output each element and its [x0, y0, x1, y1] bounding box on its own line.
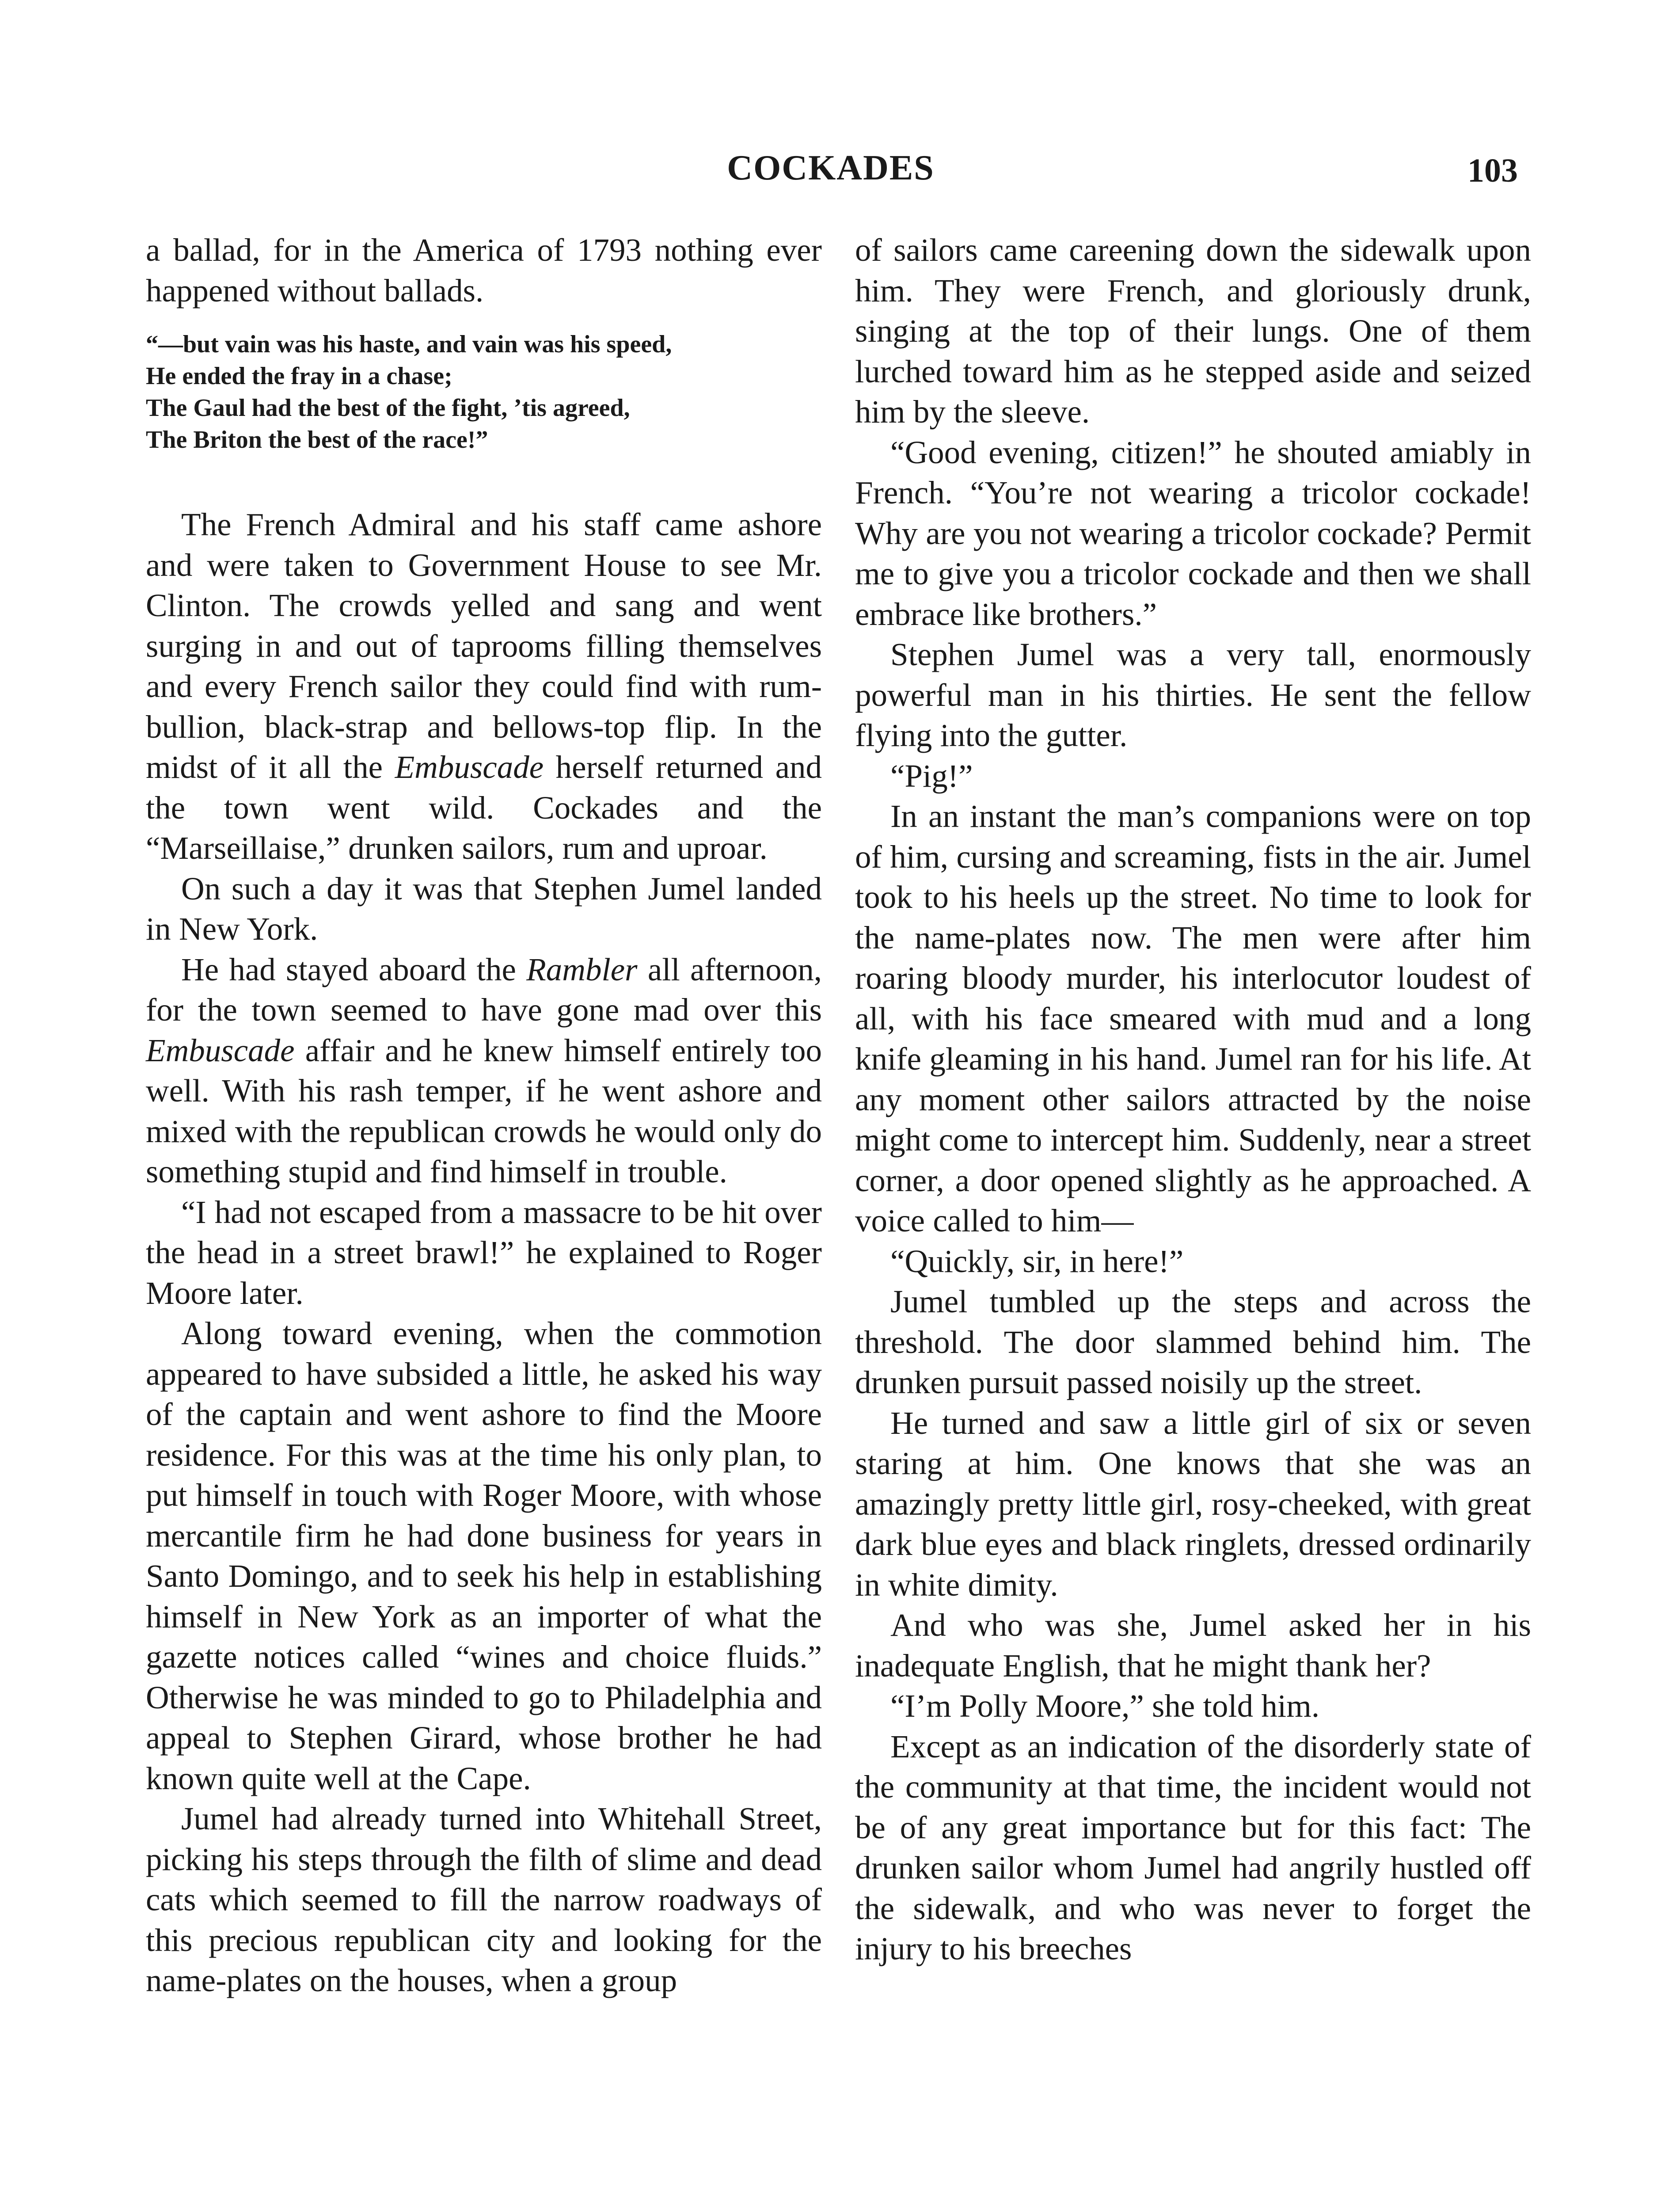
verse-line: The Briton the best of the race!”: [146, 426, 488, 453]
paragraph: “Pig!”: [890, 758, 973, 794]
paragraph: Except as an indication of the disorderly state of the community at that time, the incident would not be of any great importance but for this fact: The drunken sailor whom Jumel had angrily hustled off the sidewalk, and who was never to forget the injury to his breeches: [855, 1728, 1531, 1966]
paragraph: Along toward evening, when the commotion appeared to have subsided a little, he asked his way of the captain and went ashore to find the Moore residence. For this was at the time his only plan, to put himself in touch with Roger Moore, with whose mercantile firm he had done business for years in Santo Domingo, and to seek his help in establishing himself in New York as an importer of what the gazette notices called “wines and choice fluids.” Otherwise he was minded to go to Philadelphia and appeal to Stephen Girard, whose brother he had known quite well at the Cape.: [146, 1315, 822, 1796]
text-run: all afternoon, for the town seemed to have gone mad over this: [146, 951, 822, 1028]
text-run: affair and he knew himself entirely too well. With his rash temper, if he went ashore and mixed with the republican crowds he would only do something stupid and find himself in trouble.: [146, 1032, 822, 1189]
paragraph: “Good evening, citizen!” he shouted amiably in French. “You’re not wearing a tricolor cockade! Why are you not wearing a tricolor cockade? Permit me to give you a tricolor cockade and then we shall embrace like brothers.”: [855, 434, 1531, 632]
text-run: The French Admiral and his staff came ashore and were taken to Government House to see Mr. Clinton. The crowds yelled and sang and went surging in and out of taprooms filling themselves and every French sailor they could find with rum-bullion, black-strap and bellows-top flip. In the midst of it all the: [146, 507, 822, 785]
paragraph: Jumel tumbled up the steps and across the threshold. The door slammed behind him. The drunken pursuit passed noisily up the street.: [855, 1284, 1531, 1400]
ballad-verse: [146, 328, 822, 456]
text-run: herself returned and the town went wild. Cockades and the “Marseillaise,” drunken sailors, rum and uproar.: [146, 749, 822, 866]
paragraph: “I’m Polly Moore,” she told him.: [890, 1688, 1320, 1724]
right-column: [855, 230, 1531, 1969]
paragraph: [146, 949, 822, 1192]
paragraph: of sailors came careening down the sidewalk upon him. They were French, and gloriously drunk, singing at the top of their lungs. One of them lurched toward him as he stepped aside and seized him by the sleeve.: [855, 232, 1531, 430]
verse-line: He ended the fray in a chase;: [146, 362, 452, 390]
paragraph: He turned and saw a little girl of six or seven staring at him. One knows that she was an amazingly pretty little girl, rosy-cheeked, with great dark blue eyes and black ringlets, dressed ordinarily in white dimity.: [855, 1405, 1531, 1603]
paragraph: Jumel had already turned into Whitehall Street, picking his steps through the filth of slime and dead cats which seemed to fill the narrow roadways of this precious republican city and looking for the name-plates on the houses, when a group: [146, 1801, 822, 1998]
paragraph: “Quickly, sir, in here!”: [890, 1243, 1184, 1279]
running-title: COCKADES: [727, 149, 935, 187]
paragraph: Stephen Jumel was a very tall, enormously powerful man in his thirties. He sent the fellow flying into the gutter.: [855, 636, 1531, 753]
page-number: 103: [1467, 152, 1518, 189]
paragraph: “I had not escaped from a massacre to be hit over the head in a street brawl!” he explained to Roger Moore later.: [146, 1194, 822, 1311]
ship-name: Embuscade: [395, 749, 544, 785]
verse-line: “—but vain was his haste, and vain was his speed,: [146, 331, 672, 358]
paragraph: On such a day it was that Stephen Jumel landed in New York.: [146, 870, 822, 947]
ship-name: Embuscade: [146, 1032, 295, 1068]
verse-line: The Gaul had the best of the fight, ’tis agreed,: [146, 394, 630, 422]
running-head: [144, 148, 1518, 197]
paragraph: a ballad, for in the America of 1793 nothing ever happened without ballads.: [146, 232, 822, 309]
paragraph: [146, 504, 822, 869]
ship-name: Rambler: [526, 951, 638, 987]
paragraph: And who was she, Jumel asked her in his inadequate English, that he might thank her?: [855, 1607, 1531, 1684]
left-column: [146, 230, 822, 2001]
text-run: He had stayed aboard the: [181, 951, 527, 987]
paragraph: In an instant the man’s companions were on top of him, cursing and screaming, fists in the air. Jumel took to his heels up the street. No time to look for the name-plates now. The men were after him roaring bloody murder, his interlocutor loudest of all, with his face smeared with mud and a long knife gleaming in his hand. Jumel ran for his life. At any moment other sailors attracted by the noise might come to intercept him. Suddenly, near a street corner, a door opened slightly as he approached. A voice called to him—: [855, 798, 1531, 1238]
